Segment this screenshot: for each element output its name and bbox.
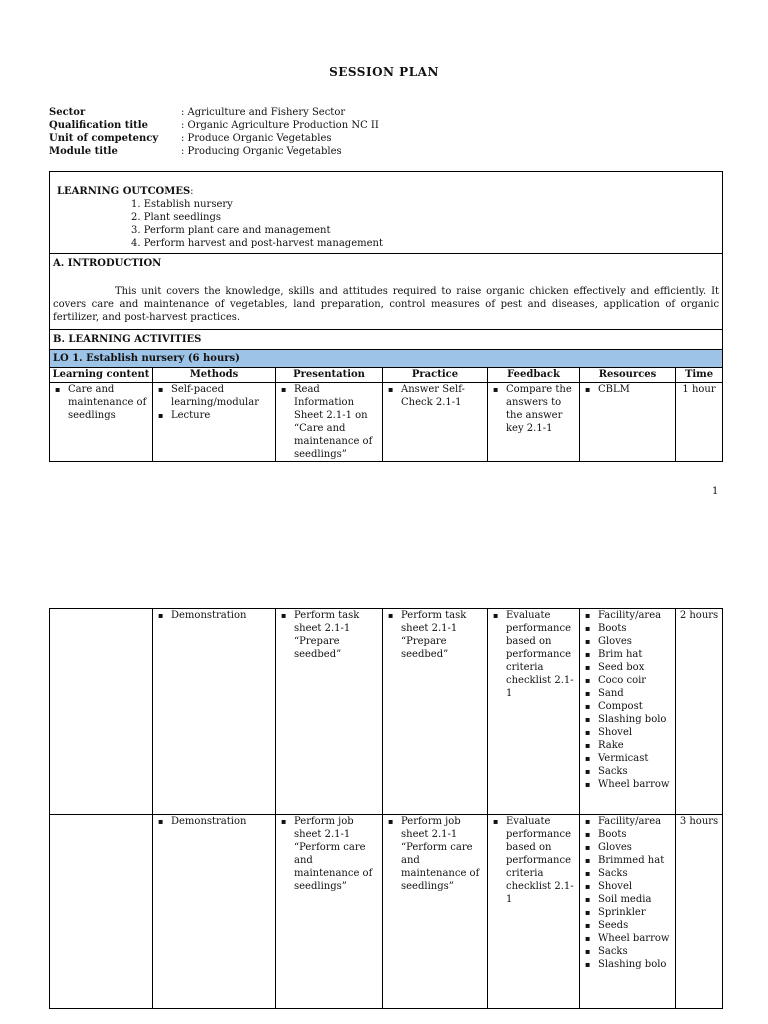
meta-sector: Sector : Agriculture and Fishery Sector <box>49 107 346 118</box>
table-row <box>50 609 723 815</box>
learning-outcomes-box: LEARNING OUTCOMES: 1. Establish nursery 2. Plant seedlings 3. Perform plant care and management 4. Perform harvest and post-harvest management <box>50 172 723 254</box>
cell-time: 2 hours <box>676 609 723 815</box>
cell-methods: ▪ Demonstration <box>153 815 276 1009</box>
cell-feedback: ▪ Evaluate performance based on performance criteria checklist 2.1-1 <box>488 609 580 815</box>
table-header-row <box>50 368 723 383</box>
cell-resources: ▪ Facility/area ▪ Boots ▪ Gloves ▪ Brim hat ▪ Seed box ▪ Coco coir ▪ Sand ▪ Compost ▪ Slashing bolo ▪ Shovel ▪ Rake ▪ Vermicast ▪ Sacks ▪ Wheel barrow <box>580 609 676 815</box>
list-item: 2. Plant seedlings <box>131 212 221 223</box>
cell-methods: ▪ Self-paced learning/modular ▪ Lecture <box>153 383 276 462</box>
column-header: Learning content <box>50 368 153 383</box>
meta-qualification: Qualification title : Organic Agriculture Production NC II <box>49 120 379 131</box>
introduction-text: This unit covers the knowledge, skills and attitudes required to raise organic chicken effectively and efficiently. It covers care and maintenance of vegetables, land preparation, control measures of pest and diseases, application of organic fertilizer, and post-harvest practices. <box>53 286 720 323</box>
learning-activities-heading: B. LEARNING ACTIVITIES <box>50 330 723 350</box>
introduction-heading: A. INTRODUCTION <box>53 258 162 269</box>
session-plan-table-continued <box>49 608 723 1009</box>
table-row <box>50 815 723 1009</box>
cell-methods: ▪ Demonstration <box>153 609 276 815</box>
cell-practice: ▪ Perform job sheet 2.1-1 “Perform care and maintenance of seedlings” <box>383 815 488 1009</box>
learning-outcomes-label: LEARNING OUTCOMES <box>57 186 191 197</box>
lo1-heading: LO 1. Establish nursery (6 hours) <box>50 350 723 368</box>
cell-content: ▪ Care and maintenance of seedlings <box>50 383 153 462</box>
column-header: Practice <box>383 368 488 383</box>
cell-practice: ▪ Answer Self-Check 2.1-1 <box>383 383 488 462</box>
cell-presentation: ▪ Read Information Sheet 2.1-1 on “Care and maintenance of seedlings” <box>276 383 383 462</box>
cell-resources: ▪ CBLM <box>580 383 676 462</box>
page-number: 1 <box>712 486 719 497</box>
list-item: 3. Perform plant care and management <box>131 225 331 236</box>
list-item: 4. Perform harvest and post-harvest management <box>131 238 383 249</box>
session-plan-table <box>49 171 723 462</box>
cell-content <box>50 609 153 815</box>
cell-feedback: ▪ Evaluate performance based on performance criteria checklist 2.1-1 <box>488 815 580 1009</box>
cell-practice: ▪ Perform task sheet 2.1-1 “Prepare seedbed” <box>383 609 488 815</box>
learning-outcomes-list <box>57 198 715 250</box>
column-header: Time <box>676 368 723 383</box>
column-header: Resources <box>580 368 676 383</box>
column-header: Feedback <box>488 368 580 383</box>
list-item: 1. Establish nursery <box>131 199 233 210</box>
meta-module: Module title : Producing Organic Vegetables <box>49 146 342 157</box>
cell-presentation: ▪ Perform task sheet 2.1-1 “Prepare seedbed” <box>276 609 383 815</box>
table-row <box>50 383 723 462</box>
cell-presentation: ▪ Perform job sheet 2.1-1 “Perform care and maintenance of seedlings” <box>276 815 383 1009</box>
plan-metadata <box>49 106 379 158</box>
cell-time: 3 hours <box>676 815 723 1009</box>
column-header: Presentation <box>276 368 383 383</box>
column-header: Methods <box>153 368 276 383</box>
cell-time: 1 hour <box>676 383 723 462</box>
cell-resources: ▪ Facility/area ▪ Boots ▪ Gloves ▪ Brimmed hat ▪ Sacks ▪ Shovel ▪ Soil media ▪ Sprinkler ▪ Seeds ▪ Wheel barrow ▪ Sacks ▪ Slashing bolo <box>580 815 676 1009</box>
introduction-section <box>50 254 723 330</box>
cell-feedback: ▪ Compare the answers to the answer key 2.1-1 <box>488 383 580 462</box>
meta-unit: Unit of competency : Produce Organic Vegetables <box>49 133 332 144</box>
document-title: SESSION PLAN <box>329 65 439 79</box>
cell-content <box>50 815 153 1009</box>
